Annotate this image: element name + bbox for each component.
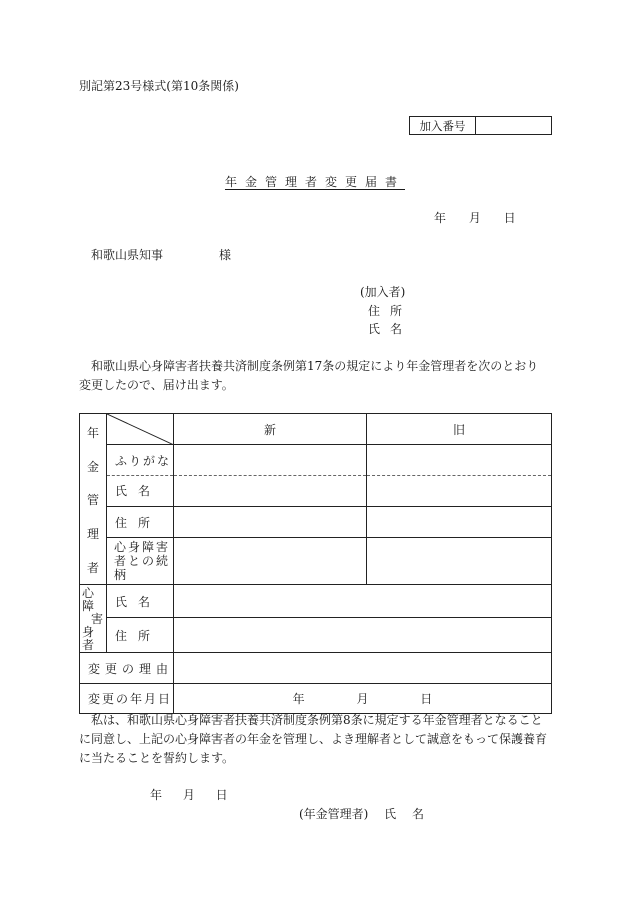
column-old: 旧 (367, 414, 552, 445)
intro-paragraph: 和歌山県心身障害者扶養共済制度条例第17条の規定により年金管理者を次のとおり変更したので、届け出ます。 (79, 359, 539, 392)
addressee: 和歌山県知事 (91, 248, 164, 262)
furigana-label: ふりがな (107, 445, 174, 475)
manager-signature-line: (年金管理者) 氏 名 (299, 807, 424, 821)
change-date-label: 変更の年月日 (80, 684, 174, 714)
addressee-suffix: 様 (219, 248, 232, 262)
column-new: 新 (174, 414, 367, 445)
manager-furigana-new[interactable] (174, 445, 367, 475)
applicant-name-label: 氏名 (368, 322, 413, 336)
membership-number-label: 加入番号 (410, 117, 476, 134)
manager-name-label: 氏名 (107, 475, 174, 506)
membership-number-field[interactable] (476, 117, 551, 134)
pledge-paragraph: 私は、和歌山県心身障害者扶養共済制度条例第8条に規定する年金管理者となることに同意し、上記の心身障害者の年金を管理し、よき理解者として誠意をもって保護養育に当たることを誓約します。 (79, 713, 548, 765)
form-number: 別記第23号様式(第10条関係) (79, 79, 239, 93)
submission-date: 年 月 日 (434, 211, 516, 225)
manager-address-new[interactable] (174, 507, 367, 538)
relation-old[interactable] (367, 538, 552, 585)
disabled-person-group-label: 心障 害 身者 (80, 585, 107, 653)
relation-new[interactable] (174, 538, 367, 585)
membership-number-box (409, 116, 552, 135)
reason-field[interactable] (174, 653, 552, 684)
manager-name-new[interactable] (174, 475, 367, 506)
manager-address-label: 住所 (107, 507, 174, 538)
document-title: 年金管理者変更届書 (224, 175, 405, 189)
applicant-address-label: 住所 (368, 304, 413, 318)
pledge-date: 年 月 日 (150, 788, 228, 802)
manager-address-old[interactable] (367, 507, 552, 538)
disabled-address-field[interactable] (174, 618, 552, 653)
applicant-role: (加入者) (360, 285, 406, 299)
diagonal-line (107, 414, 174, 445)
manager-group-label: 年 金 管 理 者 (80, 414, 107, 585)
diagonal-header-cell (107, 414, 174, 445)
change-date-field[interactable]: 年 月 日 (174, 684, 552, 714)
manager-name-old[interactable] (367, 475, 552, 506)
disabled-name-label: 氏名 (107, 585, 174, 618)
manager-furigana-old[interactable] (367, 445, 552, 475)
relation-label: 心身障害者との続柄 (107, 538, 174, 585)
disabled-name-field[interactable] (174, 585, 552, 618)
reason-label: 変更の理由 (80, 653, 174, 684)
disabled-address-label: 住所 (107, 618, 174, 653)
change-form-table (79, 413, 552, 714)
